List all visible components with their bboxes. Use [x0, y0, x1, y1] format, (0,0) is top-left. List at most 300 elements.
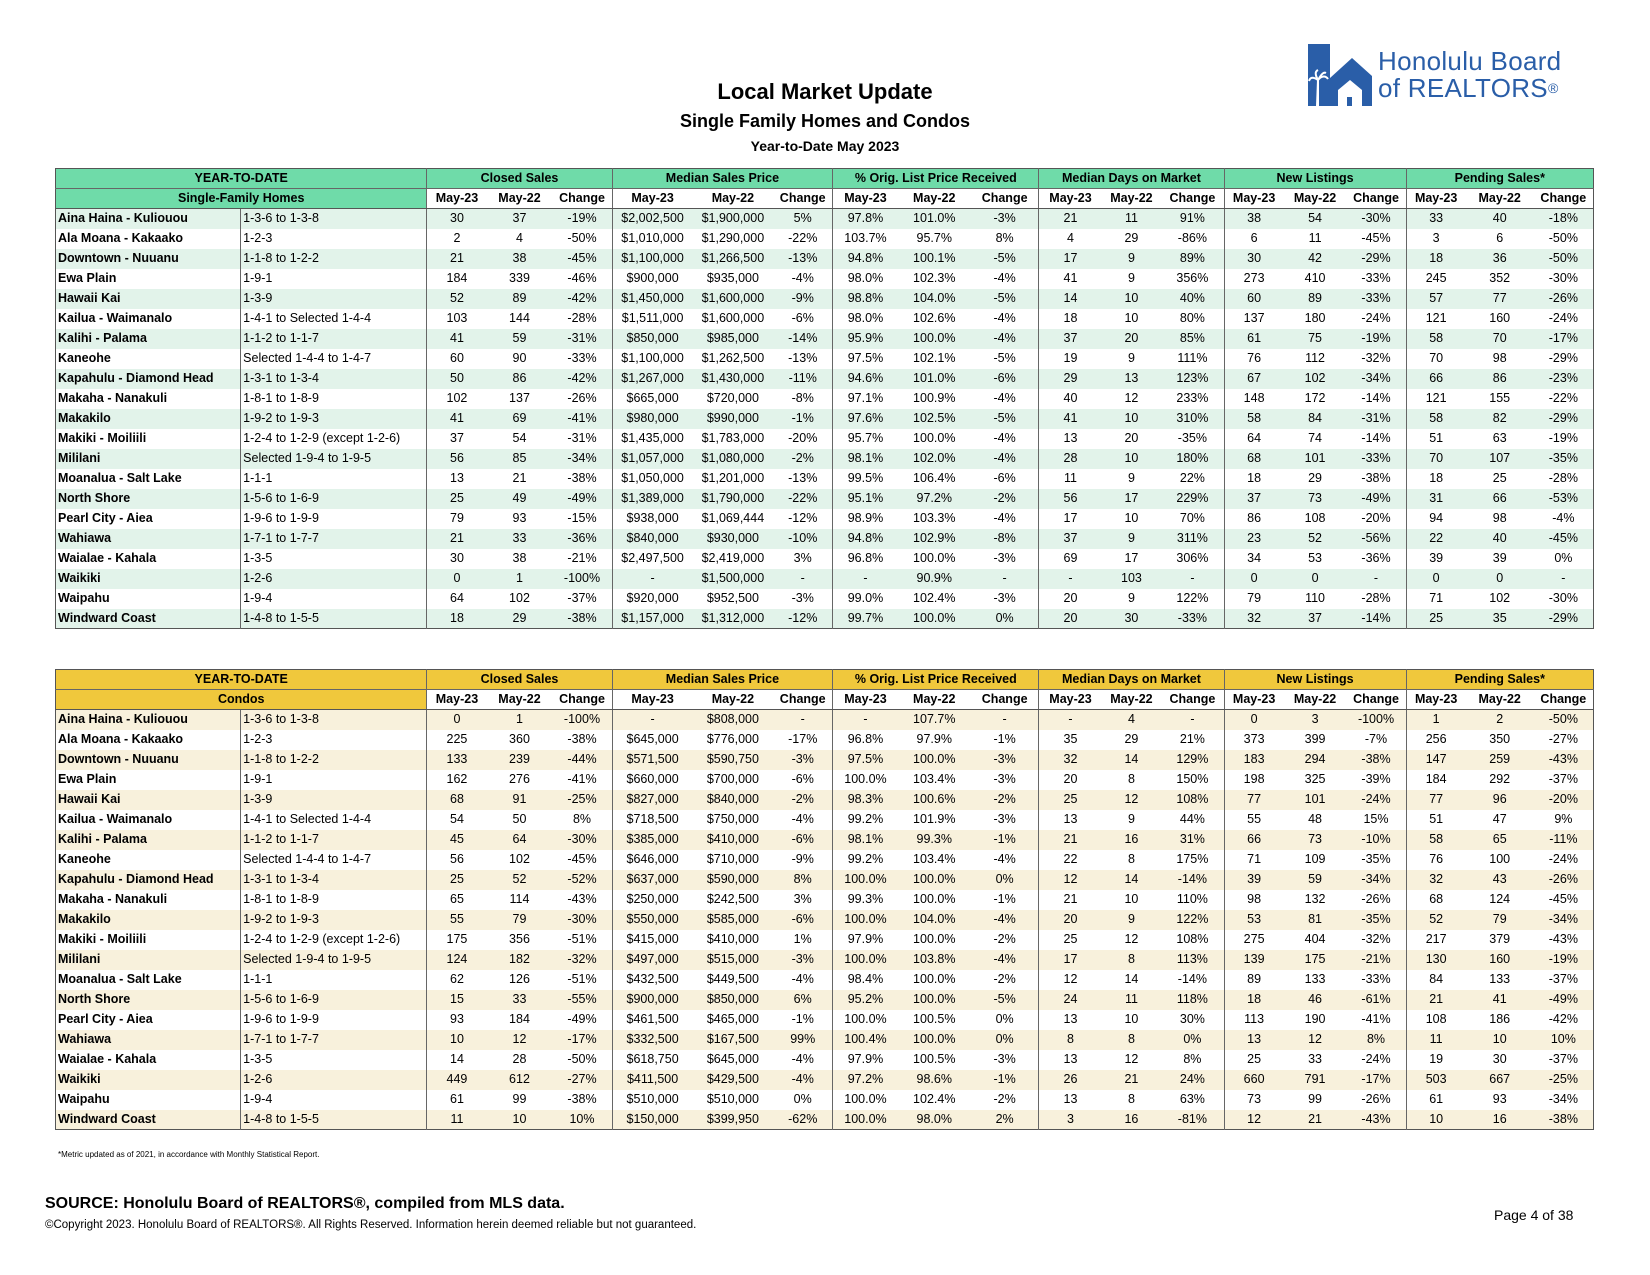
- metric-cell: -4%: [971, 329, 1039, 349]
- metric-cell: 0: [427, 569, 487, 589]
- metric-cell: 11: [1308, 231, 1322, 245]
- metric-cell: 8: [1039, 1030, 1102, 1050]
- single-family-homes-table: [55, 168, 1594, 629]
- metric-cell: 35: [1466, 609, 1534, 629]
- metric-cell: $700,000: [706, 772, 759, 786]
- metric-cell: -33%: [1361, 271, 1391, 285]
- metric-cell: 102.9%: [898, 529, 971, 549]
- metric-cell: $720,000: [706, 391, 759, 405]
- metric-cell: 239: [487, 750, 553, 770]
- metric-cell: 180: [1304, 311, 1326, 325]
- column-subheader: May-22: [1466, 189, 1534, 209]
- column-subheader: May-23: [1039, 690, 1102, 710]
- metric-cell: $510,000: [706, 1092, 759, 1106]
- area-name: Waialae - Kahala: [58, 551, 157, 565]
- metric-cell: 65: [427, 890, 487, 910]
- metric-cell: 84: [1284, 409, 1347, 429]
- metric-cell: 1: [1406, 710, 1466, 730]
- metric-cell: 57: [1406, 289, 1466, 309]
- metric-cell: 99.0%: [833, 589, 898, 609]
- metric-cell: 102.1%: [913, 351, 956, 365]
- metric-cell: 9: [1127, 812, 1135, 826]
- metric-cell: 84: [1406, 970, 1466, 990]
- metric-cell: -36%: [1361, 551, 1391, 565]
- metric-cell: 660: [1224, 1070, 1284, 1090]
- metric-cell: 1: [487, 569, 553, 589]
- area-name: Kapahulu - Diamond Head: [56, 870, 241, 890]
- metric-cell: 97.9%: [833, 1050, 898, 1070]
- metric-cell: -38%: [567, 732, 597, 746]
- area-name: Downtown - Nuuanu: [56, 750, 241, 770]
- metric-cell: $1,267,000: [612, 369, 693, 389]
- metric-cell: 356: [509, 932, 530, 946]
- metric-cell: 91: [487, 790, 553, 810]
- tmk-range: 1-9-2 to 1-9-3: [241, 409, 427, 429]
- metric-cell: 14: [427, 1050, 487, 1070]
- metric-cell: $385,000: [612, 830, 693, 850]
- tmk-range: 1-4-1 to Selected 1-4-4: [241, 309, 427, 329]
- table-row: [56, 1010, 1594, 1030]
- metric-cell: 102: [509, 591, 530, 605]
- column-group-header: Pending Sales*: [1406, 670, 1593, 690]
- tmk-range: 1-9-4: [241, 589, 427, 609]
- table-row: [56, 229, 1594, 249]
- table-row: [56, 249, 1594, 269]
- metric-cell: $2,002,500: [612, 209, 693, 229]
- metric-cell: -: [1039, 569, 1102, 589]
- metric-cell: -6%: [773, 910, 833, 930]
- source-line: SOURCE: Honolulu Board of REALTORS®, compiled from MLS data.: [45, 1195, 565, 1212]
- metric-cell: 12: [487, 1030, 553, 1050]
- metric-cell: -3%: [773, 750, 833, 770]
- metric-cell: 64: [427, 589, 487, 609]
- metric-cell: 61: [1224, 329, 1284, 349]
- metric-cell: 55: [427, 910, 487, 930]
- condos-table: [55, 669, 1594, 1130]
- metric-cell: 58: [1406, 329, 1466, 349]
- metric-cell: 73: [1224, 1090, 1284, 1110]
- metric-cell: 276: [509, 772, 530, 786]
- table-row: [56, 890, 1594, 910]
- metric-cell: -38%: [1361, 471, 1391, 485]
- column-subheader: May-23: [1039, 189, 1102, 209]
- metric-cell: 74: [1308, 431, 1322, 445]
- table-row: [56, 549, 1594, 569]
- metric-cell: 108: [1304, 511, 1326, 525]
- metric-cell: 60: [1224, 289, 1284, 309]
- metric-cell: 133: [1489, 972, 1511, 986]
- table-row: [56, 609, 1594, 629]
- metric-cell: $590,750: [693, 750, 774, 770]
- metric-cell: -49%: [567, 1012, 597, 1026]
- metric-cell: 0%: [995, 1012, 1014, 1026]
- column-subheader: May-23: [427, 189, 487, 209]
- metric-cell: 67: [1224, 369, 1284, 389]
- metric-cell: -2%: [993, 972, 1016, 986]
- metric-cell: 55: [1224, 810, 1284, 830]
- metric-cell: 10: [1102, 289, 1162, 309]
- metric-cell: -49%: [1346, 489, 1406, 509]
- metric-cell: 352: [1489, 271, 1511, 285]
- metric-cell: 98.0%: [833, 309, 898, 329]
- metric-cell: -43%: [567, 892, 597, 906]
- metric-cell: 0%: [971, 1030, 1039, 1050]
- metric-cell: $150,000: [612, 1110, 693, 1130]
- metric-cell: 76: [1406, 850, 1466, 870]
- metric-cell: -22%: [1548, 391, 1578, 405]
- metric-cell: 150%: [1176, 772, 1209, 786]
- area-name: Kaneohe: [58, 852, 111, 866]
- metric-cell: 73: [1284, 489, 1347, 509]
- metric-cell: -8%: [971, 529, 1039, 549]
- metric-cell: 21: [1039, 830, 1102, 850]
- metric-cell: 9%: [1554, 812, 1573, 826]
- metric-cell: 25: [1224, 1050, 1284, 1070]
- metric-cell: -34%: [1346, 870, 1406, 890]
- tmk-range: 1-9-4: [241, 1090, 427, 1110]
- metric-cell: 137: [509, 391, 530, 405]
- column-subheader: Change: [1346, 189, 1406, 209]
- metric-cell: -34%: [1346, 369, 1406, 389]
- page-number: Page 4 of 38: [1494, 1207, 1574, 1223]
- metric-cell: 90.9%: [898, 569, 971, 589]
- house-palm-logo-icon: [1308, 44, 1372, 106]
- metric-cell: 95.7%: [916, 231, 952, 245]
- column-subheader: Change: [971, 690, 1039, 710]
- metric-cell: 35: [1039, 730, 1102, 750]
- tmk-range: 1-2-4 to 1-2-9 (except 1-2-6): [241, 429, 427, 449]
- metric-cell: 89: [1224, 970, 1284, 990]
- metric-cell: 106.4%: [913, 471, 956, 485]
- metric-cell: 18: [1224, 990, 1284, 1010]
- metric-cell: 183: [1224, 750, 1284, 770]
- metric-cell: 121: [1406, 389, 1466, 409]
- metric-cell: 95.9%: [833, 329, 898, 349]
- metric-cell: 12: [1039, 970, 1102, 990]
- metric-cell: $429,500: [693, 1070, 774, 1090]
- metric-cell: 103.4%: [913, 852, 956, 866]
- metric-cell: 12: [1124, 1052, 1139, 1066]
- metric-cell: 21%: [1179, 732, 1205, 746]
- metric-cell: -100%: [1346, 710, 1406, 730]
- metric-cell: $410,000: [693, 830, 774, 850]
- column-subheader: May-22: [693, 189, 774, 209]
- metric-cell: 37: [487, 209, 553, 229]
- metric-cell: $985,000: [693, 329, 774, 349]
- metric-cell: 2: [1466, 710, 1534, 730]
- metric-cell: 40: [1466, 209, 1534, 229]
- metric-cell: 9: [1102, 910, 1162, 930]
- metric-cell: 68: [1406, 890, 1466, 910]
- metric-cell: -3%: [993, 812, 1016, 826]
- metric-cell: -100%: [552, 569, 612, 589]
- metric-cell: -42%: [552, 289, 612, 309]
- metric-cell: $1,157,000: [612, 609, 693, 629]
- column-subheader: Change: [1161, 690, 1224, 710]
- metric-cell: 102.3%: [913, 271, 956, 285]
- metric-cell: $930,000: [693, 529, 774, 549]
- metric-cell: -14%: [1161, 870, 1224, 890]
- metric-cell: 184: [1406, 770, 1466, 790]
- metric-cell: $637,000: [612, 870, 693, 890]
- column-subheader: May-23: [1406, 189, 1466, 209]
- metric-cell: $510,000: [612, 1090, 693, 1110]
- metric-cell: 9: [1127, 591, 1135, 605]
- metric-cell: -: [833, 710, 898, 730]
- column-subheader: May-22: [1466, 690, 1534, 710]
- metric-cell: 46: [1284, 990, 1347, 1010]
- metric-cell: 30: [1492, 1052, 1507, 1066]
- metric-cell: -17%: [1534, 329, 1594, 349]
- metric-cell: -: [1039, 710, 1102, 730]
- metric-cell: 52: [1284, 529, 1347, 549]
- metric-cell: -10%: [773, 529, 833, 549]
- tmk-range: Selected 1-9-4 to 1-9-5: [241, 449, 427, 469]
- metric-cell: 102.5%: [898, 409, 971, 429]
- metric-cell: 259: [1466, 750, 1534, 770]
- metric-cell: 12: [1039, 870, 1102, 890]
- metric-cell: -3%: [993, 591, 1016, 605]
- column-subheader: Change: [1346, 690, 1406, 710]
- metric-cell: 21: [1284, 1110, 1347, 1130]
- metric-cell: 79: [1466, 910, 1534, 930]
- metric-cell: $827,000: [612, 790, 693, 810]
- metric-cell: 33: [487, 990, 553, 1010]
- metric-cell: -1%: [971, 1070, 1039, 1090]
- metric-cell: 54: [427, 810, 487, 830]
- metric-cell: 71: [1224, 850, 1284, 870]
- metric-cell: 399: [1304, 732, 1326, 746]
- metric-cell: $1,290,000: [701, 231, 765, 245]
- metric-cell: 1%: [793, 932, 812, 946]
- metric-cell: 50: [512, 812, 527, 826]
- metric-cell: 9: [1127, 471, 1135, 485]
- metric-cell: -31%: [552, 329, 612, 349]
- metric-cell: 96.8%: [833, 730, 898, 750]
- metric-cell: 99.2%: [833, 850, 898, 870]
- metric-cell: -4%: [971, 910, 1039, 930]
- area-name: Makiki - Moiliili: [58, 932, 147, 946]
- metric-cell: 109: [1304, 852, 1326, 866]
- metric-cell: $410,000: [706, 932, 759, 946]
- metric-cell: 8%: [1183, 1052, 1202, 1066]
- metric-cell: 70: [1406, 449, 1466, 469]
- metric-cell: -2%: [971, 790, 1039, 810]
- table-row: [56, 1030, 1594, 1050]
- tmk-range: 1-3-5: [241, 549, 427, 569]
- metric-cell: 0%: [793, 1092, 812, 1106]
- metric-cell: 33: [1308, 1052, 1322, 1066]
- metric-cell: 100.0%: [898, 990, 971, 1010]
- metric-cell: 51: [1406, 429, 1466, 449]
- metric-cell: 24: [1039, 990, 1102, 1010]
- metric-cell: 41: [1039, 409, 1102, 429]
- table-row: [56, 449, 1594, 469]
- area-name: Moanalua - Salt Lake: [58, 972, 182, 986]
- metric-cell: 190: [1304, 1012, 1326, 1026]
- metric-cell: -28%: [567, 311, 597, 325]
- metric-cell: 6: [1224, 229, 1284, 249]
- metric-cell: 15%: [1363, 812, 1389, 826]
- metric-cell: 8%: [572, 812, 592, 826]
- metric-cell: -30%: [552, 830, 612, 850]
- area-name: Mililani: [56, 449, 241, 469]
- metric-cell: 126: [509, 972, 530, 986]
- metric-cell: 98.1%: [833, 449, 898, 469]
- metric-cell: 10: [1102, 449, 1162, 469]
- area-name: North Shore: [56, 990, 241, 1010]
- metric-cell: -37%: [1548, 772, 1578, 786]
- metric-cell: -6%: [791, 311, 814, 325]
- metric-cell: -50%: [1548, 231, 1578, 245]
- column-group-header: Pending Sales*: [1406, 169, 1593, 189]
- column-group-header: Median Days on Market: [1039, 169, 1224, 189]
- metric-cell: 114: [509, 892, 530, 906]
- tmk-range: 1-4-8 to 1-5-5: [241, 1110, 427, 1130]
- column-subheader: May-22: [1102, 690, 1162, 710]
- table-row: [56, 1070, 1594, 1090]
- metric-cell: 98.4%: [833, 970, 898, 990]
- metric-cell: 30: [427, 549, 487, 569]
- metric-cell: 99.5%: [833, 469, 898, 489]
- tmk-range: Selected 1-4-4 to 1-4-7: [241, 850, 427, 870]
- metric-cell: 10%: [552, 1110, 612, 1130]
- metric-cell: -38%: [552, 609, 612, 629]
- metric-cell: 17: [1039, 509, 1102, 529]
- metric-cell: -26%: [1534, 870, 1594, 890]
- table-row: [56, 1090, 1594, 1110]
- metric-cell: 13: [1224, 1030, 1284, 1050]
- metric-cell: 8%: [773, 870, 833, 890]
- metric-cell: 325: [1304, 772, 1326, 786]
- metric-cell: 22: [1406, 529, 1466, 549]
- metric-cell: $1,389,000: [612, 489, 693, 509]
- tmk-range: Selected 1-4-4 to 1-4-7: [241, 349, 427, 369]
- table-row: [56, 509, 1594, 529]
- metric-cell: -13%: [773, 249, 833, 269]
- metric-cell: -5%: [971, 249, 1039, 269]
- metric-cell: 0: [427, 710, 487, 730]
- table-row: [56, 850, 1594, 870]
- metric-cell: 3: [1039, 1110, 1102, 1130]
- column-subheader: Change: [1161, 189, 1224, 209]
- metric-cell: 73: [1284, 830, 1347, 850]
- metric-cell: 104.0%: [898, 910, 971, 930]
- metric-cell: 79: [1224, 589, 1284, 609]
- metric-cell: 94: [1406, 509, 1466, 529]
- metric-cell: -7%: [1364, 732, 1388, 746]
- metric-cell: -62%: [773, 1110, 833, 1130]
- metric-cell: 79: [427, 509, 487, 529]
- metric-cell: 14: [1124, 972, 1139, 986]
- column-subheader: May-23: [1406, 690, 1466, 710]
- metric-cell: 667: [1466, 1070, 1534, 1090]
- metric-cell: -29%: [1534, 409, 1594, 429]
- metric-cell: -38%: [567, 1092, 597, 1106]
- metric-cell: 104.0%: [898, 289, 971, 309]
- area-name: Hawaii Kai: [56, 289, 241, 309]
- metric-cell: 98.8%: [833, 289, 898, 309]
- metric-cell: -4%: [1552, 511, 1575, 525]
- metric-cell: -14%: [1361, 391, 1391, 405]
- metric-cell: 96.8%: [833, 549, 898, 569]
- metric-cell: -29%: [1534, 609, 1594, 629]
- metric-cell: 25: [1406, 609, 1466, 629]
- metric-cell: -41%: [552, 409, 612, 429]
- metric-cell: 53: [1224, 910, 1284, 930]
- metric-cell: -32%: [552, 950, 612, 970]
- metric-cell: 10: [1124, 311, 1139, 325]
- metric-cell: $1,100,000: [612, 349, 693, 369]
- metric-cell: 93: [1492, 1092, 1507, 1106]
- metric-cell: 4: [1039, 229, 1102, 249]
- metric-cell: -52%: [552, 870, 612, 890]
- table-row: [56, 950, 1594, 970]
- metric-cell: 98.0%: [898, 1110, 971, 1130]
- tmk-range: 1-3-6 to 1-3-8: [241, 209, 427, 229]
- page-subtitle: Single Family Homes and Condos: [679, 111, 971, 131]
- metric-cell: $250,000: [612, 890, 693, 910]
- metric-cell: -9%: [791, 852, 814, 866]
- page-title: Local Market Update: [717, 79, 933, 104]
- metric-cell: -49%: [1534, 990, 1594, 1010]
- metric-cell: -36%: [552, 529, 612, 549]
- metric-cell: -: [612, 569, 693, 589]
- metric-cell: 339: [509, 271, 530, 285]
- metric-cell: 36: [1466, 249, 1534, 269]
- metric-cell: 25: [427, 489, 487, 509]
- metric-cell: 310%: [1161, 409, 1224, 429]
- area-name: Aina Haina - Kuliouou: [56, 710, 241, 730]
- metric-cell: 175: [1284, 950, 1347, 970]
- metric-cell: 10: [1466, 1030, 1534, 1050]
- area-name: Kailua - Waimanalo: [58, 311, 173, 325]
- metric-cell: 20: [1039, 770, 1102, 790]
- metric-cell: 17: [1039, 950, 1102, 970]
- metric-cell: $1,450,000: [612, 289, 693, 309]
- metric-cell: 102.4%: [913, 591, 956, 605]
- footnote: *Metric updated as of 2021, in accordance with Monthly Statistical Report.: [58, 1150, 320, 1159]
- metric-cell: -50%: [567, 231, 597, 245]
- metric-cell: -: [971, 569, 1039, 589]
- metric-cell: 86: [487, 369, 553, 389]
- metric-cell: -5%: [971, 990, 1039, 1010]
- column-subheader: May-22: [898, 690, 971, 710]
- metric-cell: 17: [1124, 551, 1139, 565]
- metric-cell: 12: [1124, 391, 1139, 405]
- table-row: [56, 349, 1594, 369]
- metric-cell: 112: [1305, 351, 1326, 365]
- metric-cell: 256: [1406, 730, 1466, 750]
- metric-cell: 10: [1124, 1012, 1139, 1026]
- column-subheader: May-22: [1284, 690, 1347, 710]
- area-name: North Shore: [56, 489, 241, 509]
- metric-cell: -: [773, 569, 833, 589]
- column-group-header: Median Sales Price: [612, 670, 833, 690]
- metric-cell: 122%: [1176, 591, 1209, 605]
- metric-cell: -4%: [971, 950, 1039, 970]
- metric-cell: -29%: [1548, 351, 1578, 365]
- metric-cell: 32: [1406, 870, 1466, 890]
- tmk-range: 1-9-1: [241, 770, 427, 790]
- metric-cell: $415,000: [612, 930, 693, 950]
- metric-cell: -30%: [1548, 271, 1578, 285]
- header-row-groups: [56, 670, 1594, 690]
- area-name: Waikiki: [56, 569, 241, 589]
- metric-cell: 10: [487, 1110, 553, 1130]
- metric-cell: 101.0%: [898, 369, 971, 389]
- metric-cell: 99.3%: [898, 830, 971, 850]
